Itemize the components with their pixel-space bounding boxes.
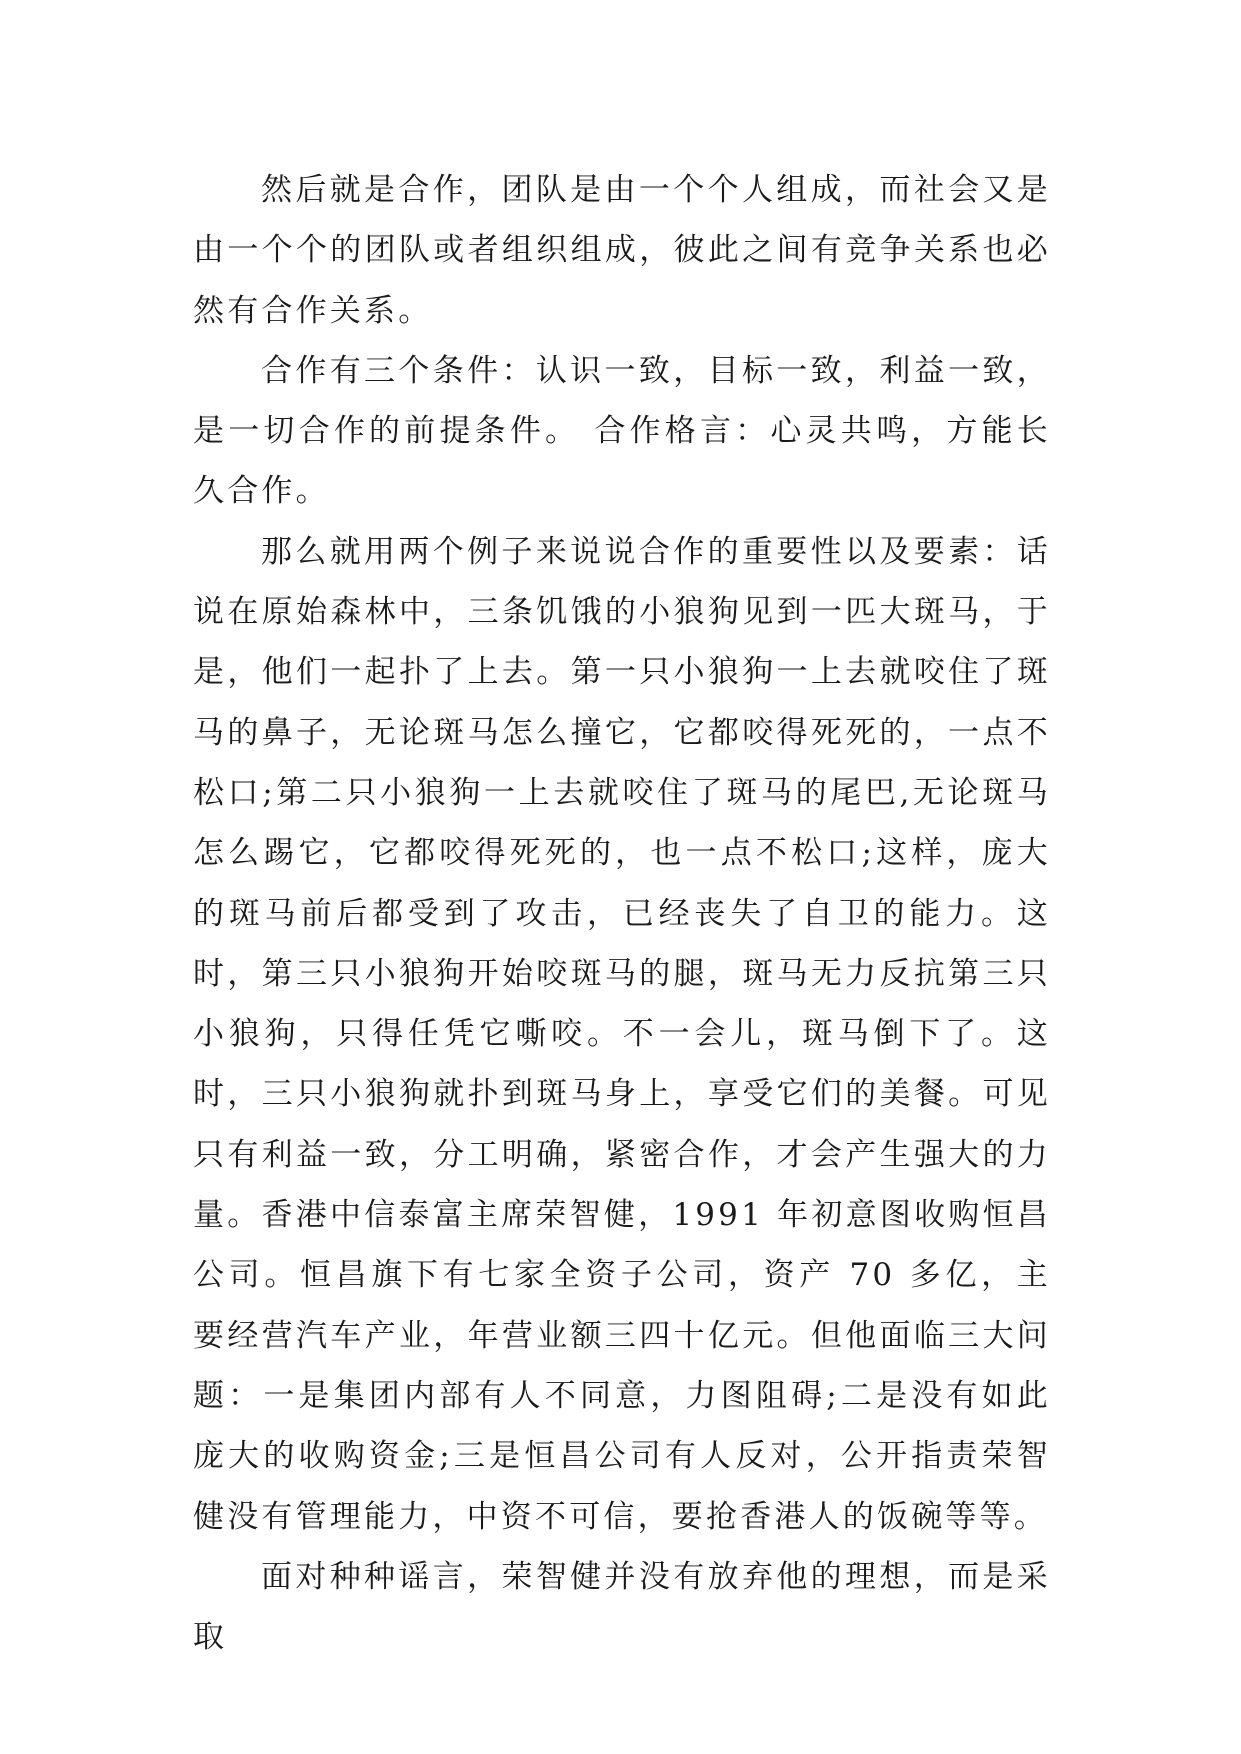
body-text <box>193 160 1051 1667</box>
paragraph-cooperation-examples: 那么就用两个例子来说说合作的重要性以及要素：话说在原始森林中，三条饥饿的小狼狗见到一匹大斑马，于是，他们一起扑了上去。第一只小狼狗一上去就咬住了斑马的鼻子，无论斑马怎么撞它，它都咬得死死的，一点不松口;第二只小狼狗一上去就咬住了斑马的尾巴,无论斑马怎么踢它，它都咬得死死的，也一点不松口;这样，庞大的斑马前后都受到了攻击，已经丧失了自卫的能力。这时，第三只小狼狗开始咬斑马的腿，斑马无力反抗第三只小狼狗，只得任凭它嘶咬。不一会儿，斑马倒下了。这时，三只小狼狗就扑到斑马身上，享受它们的美餐。可见只有利益一致，分工明确，紧密合作，才会产生强大的力量。香港中信泰富主席荣智健，1991 年初意图收购恒昌公司。恒昌旗下有七家全资子公司，资产 70 多亿，主要经营汽车产业，年营业额三四十亿元。但他面临三大问题：一是集团内部有人不同意，力图阻碍;二是没有如此庞大的收购资金;三是恒昌公司有人反对，公开指责荣智健没有管理能力，中资不可信，要抢香港人的饭碗等等。 <box>193 533 1051 1535</box>
paragraph-cooperation-intro: 然后就是合作，团队是由一个个人组成，而社会又是由一个个的团队或者组织组成，彼此之间有竞争关系也必然有合作关系。 <box>193 172 1051 329</box>
paragraph-cooperation-conditions: 合作有三个条件：认识一致，目标一致，利益一致，是一切合作的前提条件。 合作格言：心灵共鸣，方能长久合作。 <box>193 352 1051 510</box>
paragraph-rumors: 面对种种谣言，荣智健并没有放弃他的理想，而是采取 <box>193 1558 1051 1656</box>
